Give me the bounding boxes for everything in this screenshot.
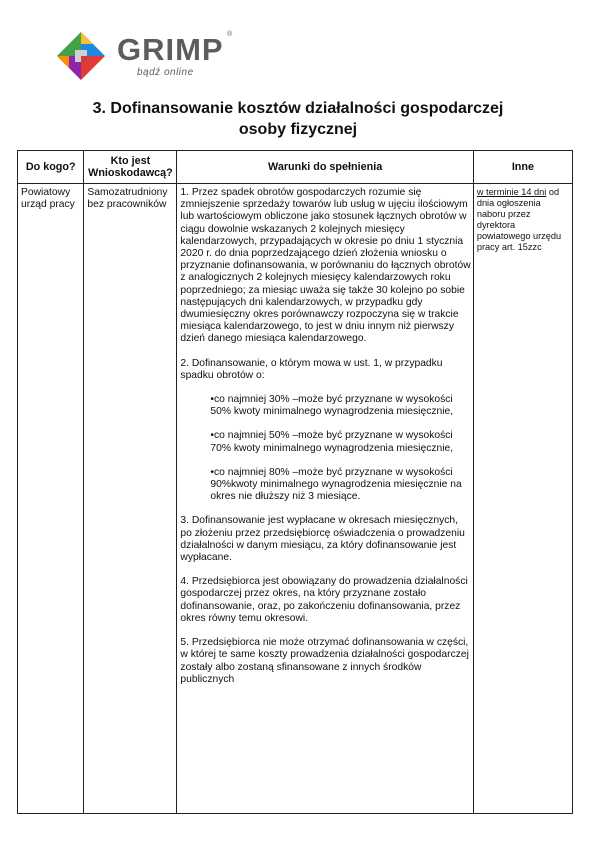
header-do-kogo: Do kogo? [18,151,84,184]
condition-2-bullet-30: •co najmniej 30% –może być przyznane w wysokości 50% kwoty minimalnego wynagrodzenia miesięcznie, [210,394,454,418]
cell-inne [473,184,572,814]
section-title [0,98,596,140]
condition-4: 4. Przedsiębiorca jest obowiązany do prowadzenia działalności gospodarczej przez okres, na który przyznane zostało dofinansowanie, oraz, po zakończeniu dofinansowania, przez okres równy temu okresowi. [180,576,468,624]
section-title-line2: osoby fizycznej [238,121,358,138]
logo-brand: GRIMP [117,32,224,67]
header-inne: Inne [473,151,572,184]
condition-1: 1. Przez spadek obrotów gospodarczych rozumie się zmniejszenie sprzedaży towarów lub usług w ujęciu ilościowym lub wartościowym obliczone jako stosunek łącznych obrotów w ciągu dowolnie wskazanych 2 kolejnych miesięcy kalendarzowych, przypadających w okresie po dniu 1 stycznia 2020 r. do dnia poprzedzającego dzień złożenia wniosku o przyznanie dofinansowania, w porównaniu do łącznych obrotów z analogicznych 2 kolejnych miesięcy kalendarzowych roku poprzedniego; za miesiąc uważa się także 30 kolejno po sobie następujących dni kalendarzowych, w przypadku gdy dwumiesięczny okres porównawczy rozpoczyna się w trakcie miesiąca kalendarzowego, to jest w dniu innym niż pierwszy dzień danego miesiąca kalendarzowego. [180,187,471,345]
condition-2-bullet-50: •co najmniej 50% –może być przyznane w wysokości 70% kwoty minimalnego wynagrodzenia miesięcznie, [210,430,454,454]
cell-wnioskodawca: Samozatrudniony bez pracowników [84,184,177,814]
header-warunki: Warunki do spełnienia [177,151,473,184]
condition-3: 3. Dofinansowanie jest wypłacane w okresach miesięcznych, po złożeniu przez przedsiębiorcę oświadczenia o prowadzeniu działalności w danym miesiącu, za który dofinansowanie jest wypłacane. [180,515,465,564]
inne-details: od dnia ogłoszenia naboru przez dyrektora powiatowego urzędu pracy art. 15zzc [476,187,562,252]
condition-2: 2. Dofinansowanie, o którym mowa w ust. 1, w przypadku spadku obrotów o: [180,357,443,381]
table-header-row [18,151,573,184]
grimp-logo[interactable] [55,30,245,82]
condition-2-bullet-80: •co najmniej 80% –może być przyznane w wysokości 90%kwoty minimalnego wynagrodzenia miesięcznie na okres nie dłuższy niż 3 miesiące. [210,466,462,503]
logo-registered-mark: ® [227,31,233,38]
condition-5: 5. Przedsiębiorca nie może otrzymać dofinansowania w części, w której te same koszty prowadzenia działalności gospodarczej zostały albo zostaną sfinansowane z innych środków publicznych [180,637,469,685]
cell-do-kogo: Powiatowy urząd pracy [18,184,84,814]
grimp-logo-mark-icon [55,30,107,82]
section-title-line1: 3. Dofinansowanie kosztów działalności gospodarczej [92,100,504,117]
cell-warunki [177,184,473,814]
header-wnioskodawca: Kto jest Wnioskodawcą? [84,151,177,184]
funding-table [17,150,573,814]
inne-deadline: w terminie 14 dni [476,187,547,197]
logo-tagline: bądź online [137,67,194,78]
table-row [18,184,573,814]
